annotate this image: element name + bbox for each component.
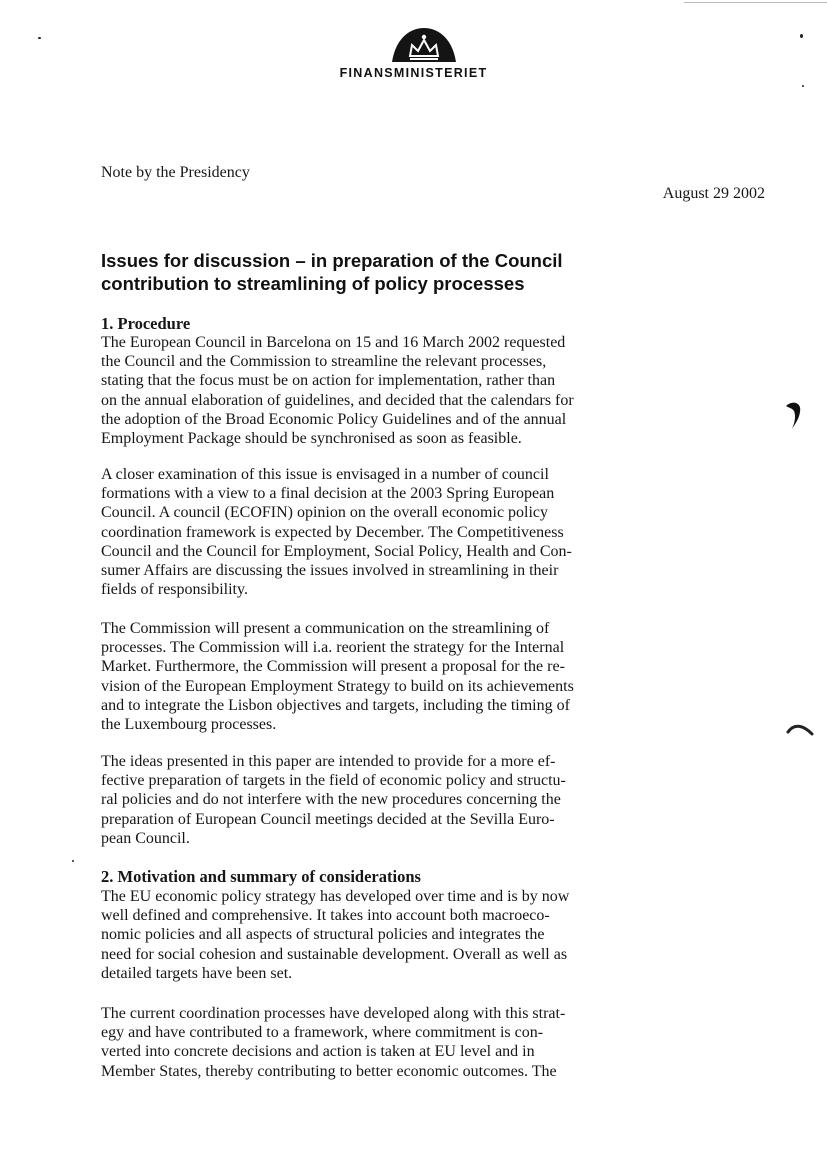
paragraph [101, 465, 646, 599]
text-line: Council and the Council for Employment, Social Policy, Health and Con- [101, 542, 572, 560]
text-line: stating that the focus must be on action for implementation, rather than [101, 372, 556, 390]
text-line: The European Council in Barcelona on 15 and 16 March 2002 requested [101, 334, 566, 351]
paragraph [101, 887, 646, 983]
scan-top-line [684, 2, 827, 3]
scan-speck [38, 37, 41, 39]
text-line: verted into concrete decisions and action is taken at EU level and in [101, 1043, 535, 1061]
title-line: Issues for discussion – in preparation of the Council [101, 250, 563, 271]
title-line: contribution to streamlining of policy processes [101, 273, 525, 294]
scan-speck [800, 34, 803, 38]
text-line: The current coordination processes have developed along with this strat- [101, 1005, 566, 1022]
text-line: vision of the European Employment Strategy to build on its achievements [101, 677, 574, 695]
scan-mark [786, 722, 814, 736]
text-line: fective preparation of targets in the field of economic policy and structu- [101, 772, 566, 790]
document-author-note: Note by the Presidency [101, 164, 250, 181]
paragraph [101, 752, 646, 848]
crown-emblem-icon [390, 26, 458, 64]
text-line: A closer examination of this issue is envisaged in a number of council [101, 466, 549, 483]
scan-mark [782, 398, 806, 432]
text-line: sumer Affairs are discussing the issues involved in streamlining in their [101, 562, 559, 580]
section-heading: 1. Procedure [101, 314, 191, 333]
text-line: on the annual elaboration of guidelines, and decided that the calendars for [101, 391, 574, 409]
text-line: ral policies and do not interfere with the new procedures concerning the [101, 791, 561, 809]
document-date: August 29 2002 [662, 185, 765, 202]
paragraph [101, 619, 646, 734]
text-line: need for social cohesion and sustainable development. Overall as well as [101, 945, 568, 963]
paragraph [101, 1004, 646, 1081]
text-line: the Luxembourg processes. [101, 716, 277, 734]
section-heading: 2. Motivation and summary of considerations [101, 867, 421, 886]
text-line: pean Council. [101, 829, 190, 847]
text-line: coordination framework is expected by December. The Competitiveness [101, 523, 564, 541]
text-line: formations with a view to a final decision at the 2003 Spring European [101, 485, 555, 503]
text-line: nomic policies and all aspects of structural policies and integrates the [101, 926, 545, 944]
document-title [101, 249, 661, 295]
text-line: processes. The Commission will i.a. reorient the strategy for the Internal [101, 639, 565, 657]
paragraph [101, 333, 646, 448]
text-line: detailed targets have been set. [101, 964, 293, 982]
text-line: Employment Package should be synchronised as soon as feasible. [101, 430, 522, 448]
text-line: the Council and the Commission to streamline the relevant processes, [101, 353, 547, 371]
scan-speck [72, 860, 74, 862]
text-line: the adoption of the Broad Economic Policy Guidelines and of the annual [101, 410, 567, 428]
text-line: Member States, thereby contributing to better economic outcomes. The [101, 1062, 557, 1080]
text-line: well defined and comprehensive. It takes into account both macroeco- [101, 907, 550, 925]
text-line: preparation of European Council meetings decided at the Sevilla Euro- [101, 810, 555, 828]
text-line: The ideas presented in this paper are intended to provide for a more ef- [101, 753, 556, 770]
text-line: The Commission will present a communication on the streamlining of [101, 620, 550, 637]
text-line: Market. Furthermore, the Commission will present a proposal for the re- [101, 658, 565, 676]
text-line: Council. A council (ECOFIN) opinion on the overall economic policy [101, 504, 549, 522]
scan-speck [802, 85, 804, 87]
text-line: The EU economic policy strategy has developed over time and is by now [101, 888, 570, 905]
text-line: egy and have contributed to a framework, where commitment is con- [101, 1024, 544, 1042]
text-line: fields of responsibility. [101, 581, 248, 599]
ministry-name: FINANSMINISTERIET [339, 66, 488, 80]
text-line: and to integrate the Lisbon objectives and targets, including the timing of [101, 696, 570, 714]
